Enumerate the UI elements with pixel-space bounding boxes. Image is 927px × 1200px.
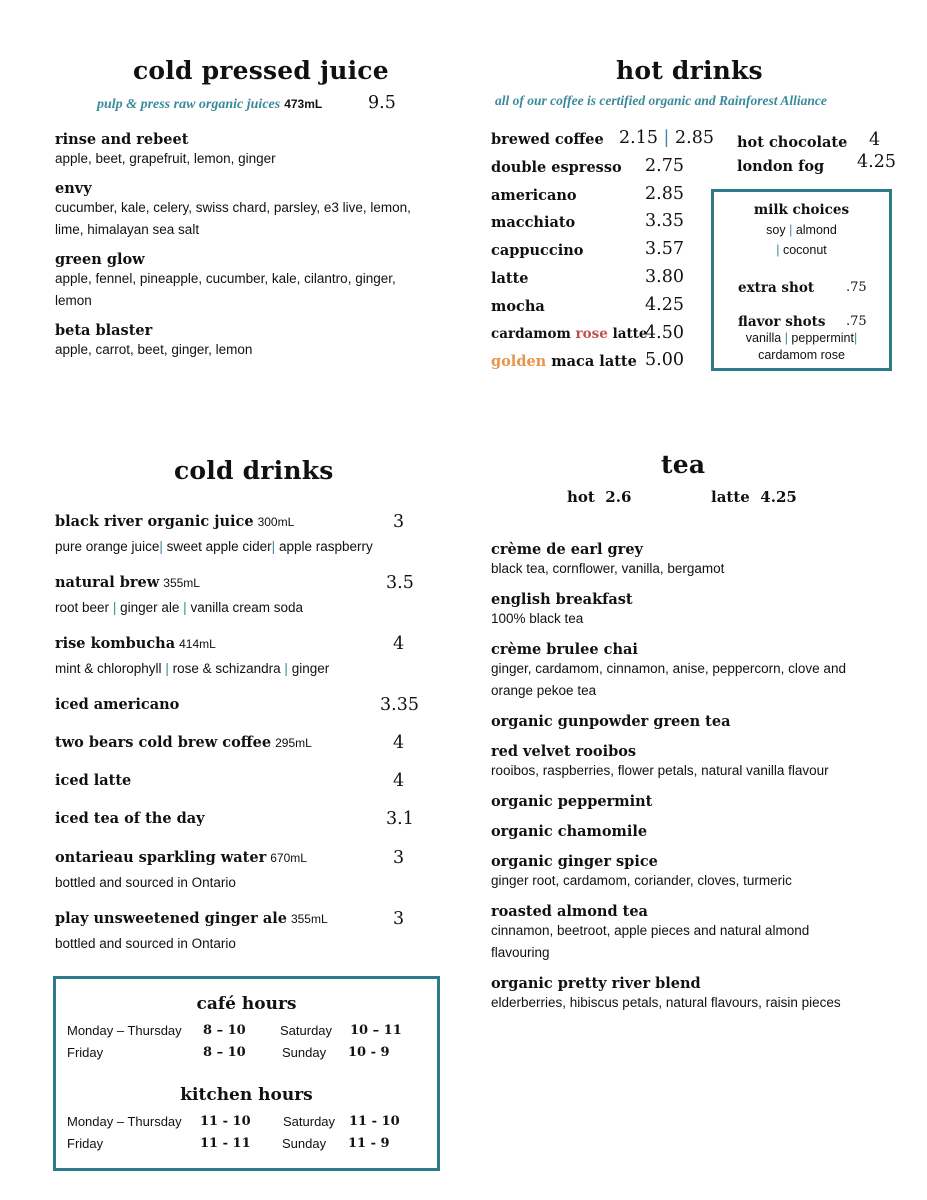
hot-item-price: 4.50 [645,323,684,343]
hot-item-price: 3.35 [645,211,684,231]
cold-item-size: 670mL [270,851,307,865]
cold-item-name: iced latte [55,772,132,789]
cafe-hours-title: café hours [196,994,297,1014]
cold-item-price: 4 [393,634,405,654]
cold-item-price: 3 [393,909,405,929]
tea-item-name: organic chamomile [491,823,648,840]
tea-item-desc: ginger, cardamom, cinnamon, anise, peppercorn, clove and orange pekoe tea [491,661,846,698]
tea-item-name: organic ginger spice [491,853,658,870]
tea-item [491,853,881,892]
milk-options-row1: soy | almond [766,223,837,237]
milk-choices-title: milk choices [753,202,850,218]
hours-time: 11 - 10 [349,1114,400,1129]
tea-item-desc: black tea, cornflower, vanilla, bergamot [491,561,725,576]
cold-item-name: iced americano [55,696,180,713]
cold-item-options: mint & chlorophyll | rose & schizandra | ginger [55,661,330,676]
hot-item-name: mocha [491,298,545,315]
tea-item [491,743,881,782]
tea-latte-price: latte 4.25 [711,488,797,506]
hot-extra-price: 4.25 [857,152,896,172]
cold-item-desc: bottled and sourced in Ontario [55,875,236,890]
cold-item-name: ontarieau sparkling water [55,849,267,866]
cold-item-size: 355mL [290,912,328,926]
tea-item-name: crème brulee chai [491,641,638,658]
hours-time: 11 - 11 [200,1136,251,1151]
hot-item-price: 5.00 [645,350,684,370]
extra-shot-label: extra shot [738,280,815,296]
tea-item [491,975,881,1014]
tea-item-desc: cinnamon, beetroot, apple pieces and natural almond flavouring [491,923,810,960]
juice-list [55,131,440,361]
cold-item-options: root beer | ginger ale | vanilla cream soda [55,600,303,615]
flavor-shots-label: flavor shots [738,314,826,330]
cold-item-name: play unsweetened ginger ale [55,910,287,927]
hot-item-price: 2.85 [645,184,684,204]
hot-extra-name: london fog [737,158,825,175]
hot-item-name-golden: golden maca latte [491,353,637,370]
hours-day: Friday [67,1136,104,1151]
flavor-options-row1: vanilla | peppermint| [745,331,858,345]
juice-size: 473mL [284,97,323,111]
juice-title: cold pressed juice [133,56,389,85]
tea-title: tea [661,450,706,479]
juice-item [55,180,440,241]
cold-item-price: 3.35 [380,695,419,715]
hours-day: Sunday [282,1136,327,1151]
hours-day: Monday – Thursday [67,1023,182,1038]
cold-item-price: 3 [393,512,405,532]
hours-day: Monday – Thursday [67,1114,182,1129]
cold-item [55,635,216,653]
juice-item-name: envy [55,180,92,197]
hot-item-name: cappuccino [491,242,584,259]
hot-item-price: 3.57 [645,239,684,259]
tea-item [491,541,881,580]
milk-options-row2: | coconut [776,243,827,257]
hot-item-price: 4.25 [645,295,684,315]
flavor-options-row2: cardamom rose [758,348,845,362]
tea-item [491,903,881,964]
tea-item-desc: rooibos, raspberries, flower petals, natural vanilla flavour [491,763,829,778]
tea-item-desc: 100% black tea [491,611,584,626]
juice-item [55,251,440,312]
hours-time: 11 - 9 [348,1136,390,1151]
juice-item-name: rinse and rebeet [55,131,189,148]
juice-item [55,131,440,170]
tea-item [491,591,881,630]
hours-day: Saturday [280,1023,333,1038]
cold-item [55,513,294,531]
cold-item-size: 355mL [163,576,200,590]
cold-item-price: 3.1 [386,809,414,829]
tea-item [491,823,881,840]
hot-item-name: brewed coffee [491,131,604,148]
hours-time: 11 - 10 [200,1114,251,1129]
extra-shot-price: .75 [846,280,867,295]
cold-item-name: natural brew [55,574,160,591]
hot-extra-name: hot chocolate [737,134,848,151]
juice-item-name: green glow [55,251,145,268]
cold-item [55,910,328,928]
hours-day: Friday [67,1045,104,1060]
hours-time: 8 – 10 [203,1045,246,1060]
cold-item-price: 4 [393,733,405,753]
hours-time: 10 – 11 [350,1023,402,1038]
juice-item [55,322,440,361]
tea-hot-price: hot 2.6 [567,488,632,506]
tea-item [491,793,881,810]
hot-item-price: 2.75 [645,156,684,176]
tea-item-name: organic gunpowder green tea [491,713,731,730]
cold-item-size: 295mL [275,736,312,750]
tea-item-name: crème de earl grey [491,541,643,558]
hot-item-name: latte [491,270,529,287]
hot-subtitle: all of our coffee is certified organic and Rainforest Alliance [495,93,827,108]
cold-item-size: 300mL [257,515,295,529]
juice-item-desc: apple, beet, grapefruit, lemon, ginger [55,151,276,166]
tea-item-name: english breakfast [491,591,633,608]
hot-item-name: double espresso [491,159,622,176]
juice-item-desc: cucumber, kale, celery, swiss chard, parsley, e3 live, lemon, lime, himalayan sea salt [55,200,411,237]
hot-title: hot drinks [616,56,763,85]
hot-item-price: 3.80 [645,267,684,287]
cold-item-name: black river organic juice [55,513,254,530]
hot-item-name: americano [491,187,577,204]
hot-item-name: macchiato [491,214,576,231]
cold-item-name: two bears cold brew coffee [55,734,272,751]
cold-item-name: iced tea of the day [55,810,205,827]
cold-item [55,574,200,592]
tea-item-desc: ginger root, cardamom, coriander, cloves, turmeric [491,873,792,888]
hours-day: Sunday [282,1045,327,1060]
cold-item-price: 3.5 [386,573,414,593]
juice-item-desc: apple, fennel, pineapple, cucumber, kale, cilantro, ginger, lemon [55,271,396,308]
cold-item-price: 3 [393,848,405,868]
flavor-shots-price: .75 [846,314,867,329]
hours-day: Saturday [283,1114,336,1129]
cold-title: cold drinks [174,456,334,485]
cold-item-price: 4 [393,771,405,791]
cold-item-name: rise kombucha [55,635,176,652]
hot-extra-price: 4 [869,130,881,150]
tea-item [491,641,881,702]
tea-item-name: organic pretty river blend [491,975,701,992]
hot-item-price: 2.15 | 2.85 [619,128,714,148]
tea-item [491,713,881,730]
juice-subtitle: pulp & press raw organic juices [97,97,281,112]
tea-item-desc: elderberries, hibiscus petals, natural flavours, raisin pieces [491,995,841,1010]
cold-item-size: 414mL [179,637,216,651]
tea-item-name: organic peppermint [491,793,653,810]
tea-item-name: roasted almond tea [491,903,648,920]
cold-item [55,849,307,867]
hours-time: 8 – 10 [203,1023,246,1038]
cold-item-desc: bottled and sourced in Ontario [55,936,236,951]
tea-item-name: red velvet rooibos [491,743,637,760]
juice-item-name: beta blaster [55,322,153,339]
juice-item-desc: apple, carrot, beet, ginger, lemon [55,342,253,357]
cold-item [55,734,312,752]
hours-time: 10 - 9 [348,1045,390,1060]
tea-list [491,541,881,1014]
juice-subtitle-row [97,95,322,113]
cold-item-options: pure orange juice| sweet apple cider| apple raspberry [55,539,373,554]
hot-item-name-cardamom: cardamom rose latte [491,326,648,342]
juice-price: 9.5 [368,93,396,113]
kitchen-hours-title: kitchen hours [180,1085,313,1105]
